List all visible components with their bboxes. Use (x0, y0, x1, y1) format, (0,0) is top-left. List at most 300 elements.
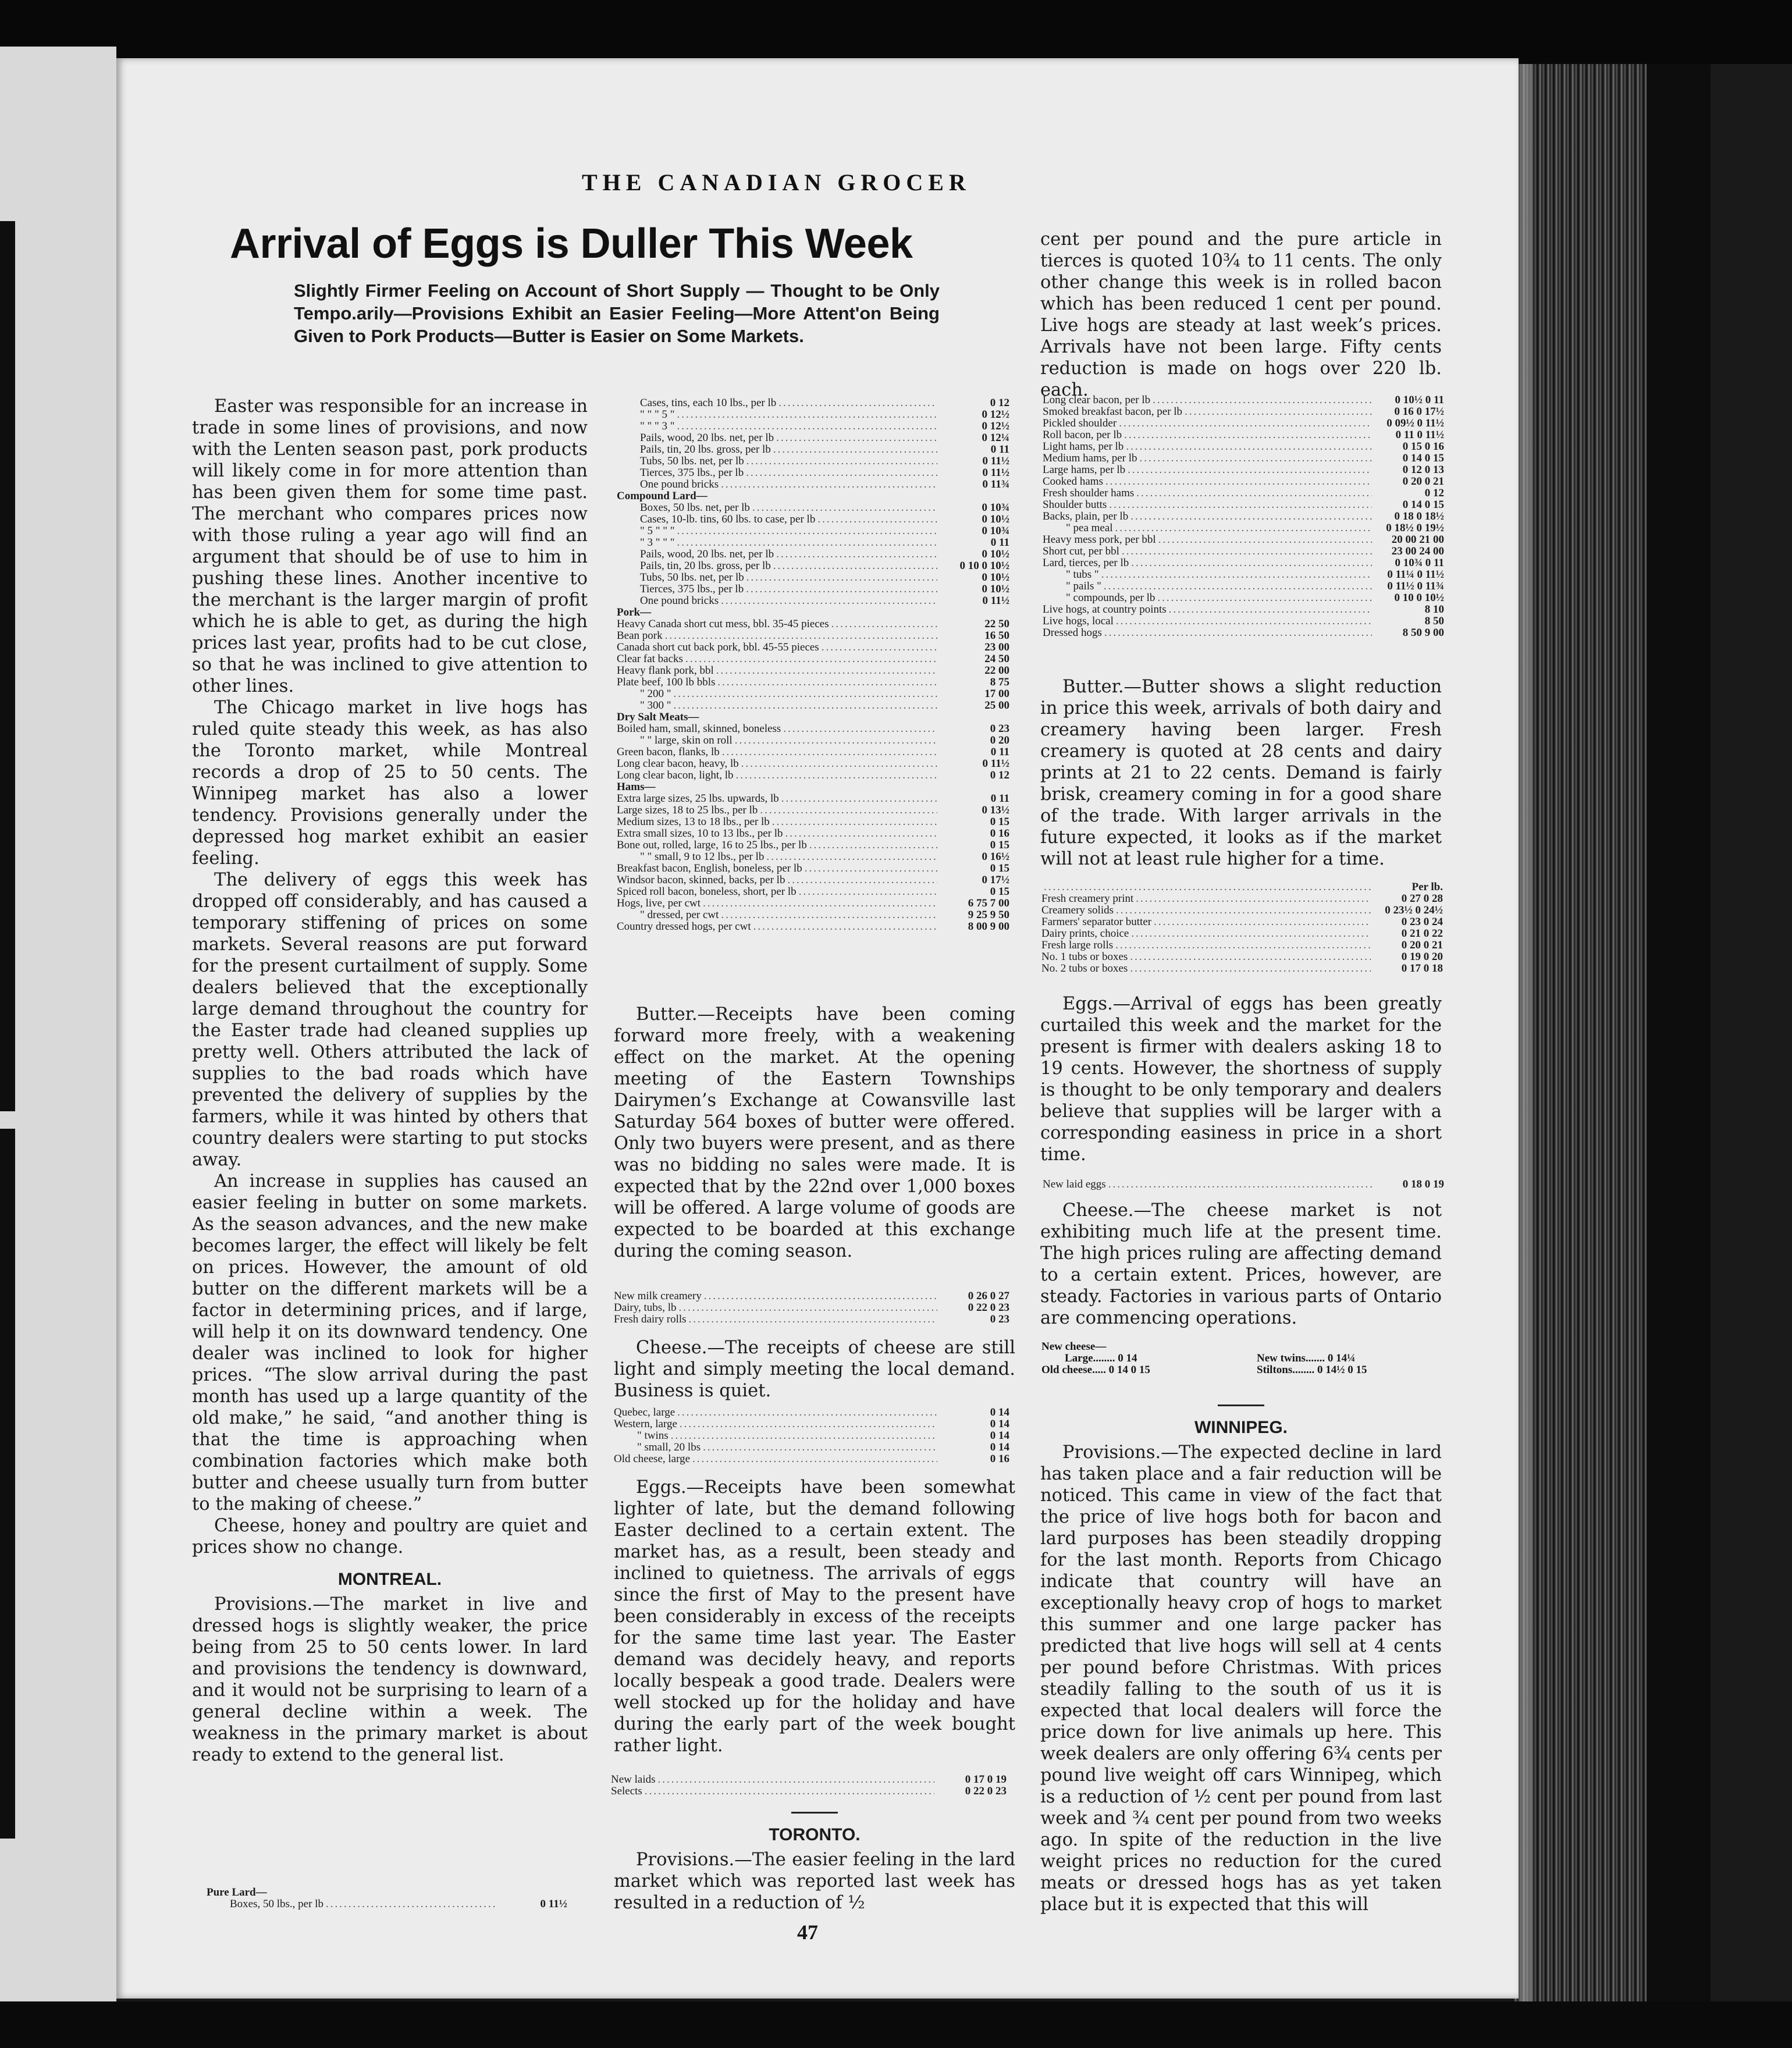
price-item-label: Long clear bacon, per lb (1043, 394, 1151, 406)
pure-lard-table (207, 1887, 567, 1910)
price-row (617, 444, 1009, 456)
price-value: 9 25 9 50 (968, 909, 1009, 921)
price-row (611, 1774, 1007, 1786)
price-item-label: Hams— (617, 781, 656, 793)
price-row (1043, 581, 1444, 592)
toronto-continued: cent per pound and the pure article in tierces is quoted 10¾ to 11 cents. The only other change this week is in rolled bacon which has been reduced 1 cent per pound. Live hogs are steady at last week’s prices. Arrivals have not been large. Fifty cents reduction is made on hogs over 220 lb. each. (1040, 229, 1442, 400)
dot-leader (658, 1774, 934, 1786)
dot-leader (677, 421, 937, 432)
cheese-old-row: Old cheese..... 0 14 0 15 (1041, 1364, 1150, 1376)
butter-montreal-table (614, 1290, 1009, 1325)
price-value: 16 50 (984, 630, 1009, 642)
dot-leader (1140, 453, 1372, 464)
price-value: 0 14 (990, 1406, 1009, 1418)
section-divider (1218, 1405, 1264, 1406)
price-row (617, 746, 1009, 758)
price-item-label: Tubs, 50 lbs. net, per lb (640, 571, 744, 584)
price-item-label: Dairy, tubs, lb (614, 1302, 677, 1314)
price-item-label: " tubs " (1066, 568, 1099, 581)
price-item-label: " 5 " " " (640, 525, 675, 537)
price-item-label: Heavy Canada short cut mess, bbl. 35-45 pieces (617, 618, 829, 630)
dot-leader (1153, 394, 1372, 406)
price-item-label: " compounds, per lb (1066, 592, 1155, 604)
price-item-label: Country dressed hogs, per cwt (617, 920, 751, 933)
price-item-label: Bean pork (617, 630, 663, 642)
price-item-label: Compound Lard— (617, 490, 707, 502)
price-row (1043, 569, 1444, 581)
price-row (1043, 522, 1444, 534)
price-item-label: Creamery solids (1041, 904, 1114, 916)
price-row (1043, 488, 1444, 499)
price-item-label: Long clear bacon, light, lb (617, 769, 734, 781)
price-item-label: " dressed, per cwt (640, 909, 719, 921)
dot-leader (692, 1453, 937, 1465)
price-item-label: Pickled shoulder (1043, 417, 1117, 429)
price-value: 0 12 (990, 769, 1009, 781)
facing-page-border (0, 1129, 15, 1839)
price-item-label: Fresh large rolls (1041, 939, 1114, 951)
price-value: 0 16½ (982, 851, 1009, 863)
dot-leader (746, 467, 937, 479)
butter-toronto-table (1041, 881, 1443, 975)
cheese-montreal (614, 1337, 1015, 1402)
eggs-toronto-table (1043, 1179, 1444, 1190)
price-value: 0 20 0 21 (1402, 475, 1444, 488)
page-number: 47 (797, 1921, 818, 1944)
price-value: 0 27 0 28 (1401, 893, 1443, 905)
price-value: 0 17½ (982, 874, 1009, 886)
body-paragraph: The delivery of eggs this week has dropped off considerably, and has caused a temporary stiffening of prices on some markets. Several reasons are put forward for the present curtailment of supply. Some dealers believed that the exceptionally large demand throughout the country for the Easter trade had cleaned supplies up pretty well. Others attributed the lack of supplies to the bad roads which have prevented the delivery of supplies by the farmers, while it was hinted by others that country dealers were starting to put stocks away. (192, 870, 588, 1170)
toronto-paragraph: Provisions.—The easier feeling in the lard market which was reported last week has resulted in a reduction of ½ (614, 1850, 1015, 1913)
price-row (617, 467, 1009, 479)
price-value: 23 00 24 00 (1391, 545, 1444, 557)
facing-page-border (0, 221, 15, 1111)
price-value: 25 00 (984, 699, 1009, 712)
price-item-label: " " large, skin on roll (640, 734, 733, 746)
dot-leader (685, 653, 937, 665)
price-row (617, 642, 1009, 653)
price-item-label: Western, large (614, 1418, 677, 1430)
price-value: 0 26 0 27 (968, 1290, 1009, 1302)
price-row (617, 863, 1009, 874)
price-item-label: Fresh creamery print (1041, 893, 1134, 905)
price-item-label: No. 1 tubs or boxes (1041, 951, 1128, 963)
price-row (617, 595, 1009, 607)
price-item-label: Windsor bacon, skinned, backs, per lb (617, 874, 785, 886)
price-item-label: New milk creamery (614, 1290, 702, 1302)
price-row (617, 560, 1009, 572)
price-row (617, 618, 1009, 630)
price-item-label: No. 2 tubs or boxes (1041, 962, 1128, 975)
price-item-label: Large hams, per lb (1043, 464, 1126, 476)
dot-leader (645, 1786, 934, 1797)
cheese-new-label: New cheese— (1041, 1341, 1107, 1353)
price-value: 0 18½ 0 19½ (1386, 522, 1444, 534)
price-value: 0 11 (990, 536, 1009, 549)
scan-border-bottom (0, 2001, 1792, 2048)
price-item-label: Dry Salt Meats— (617, 711, 699, 723)
price-value: 0 09½ 0 11½ (1386, 417, 1444, 429)
price-row (614, 1418, 1009, 1430)
price-row (617, 607, 1009, 618)
price-item-label: Dairy prints, choice (1041, 927, 1129, 940)
dot-leader (1116, 905, 1371, 916)
price-row (617, 805, 1009, 816)
dot-leader (1122, 546, 1372, 557)
dot-leader (677, 537, 937, 549)
price-row (614, 1453, 1009, 1465)
price-value: 0 11 (990, 443, 1009, 456)
price-item-label: Pure Lard— (207, 1886, 267, 1898)
dot-leader (671, 1430, 937, 1442)
price-item-label: Spiced roll bacon, boneless, short, per lb (617, 886, 797, 898)
price-row (614, 1290, 1009, 1302)
dot-leader (326, 1898, 495, 1910)
price-value: 0 12 (1424, 487, 1444, 499)
section-head-montreal: MONTREAL. (337, 1570, 442, 1589)
price-item-label: One pound bricks (640, 478, 719, 490)
dot-leader (1158, 534, 1372, 546)
dot-leader (1130, 511, 1372, 522)
dot-leader (746, 456, 937, 467)
price-item-label: One pound bricks (640, 595, 719, 607)
dot-leader (1136, 893, 1371, 905)
cheese-stiltons-row: Stiltons........ 0 14½ 0 15 (1257, 1364, 1367, 1376)
price-row (617, 409, 1009, 421)
price-value: 0 10½ 0 11 (1395, 394, 1444, 406)
dot-leader (1115, 940, 1371, 951)
price-row (1043, 418, 1444, 429)
price-value: 24 50 (984, 653, 1009, 665)
price-value: 0 12 (990, 397, 1009, 409)
price-item-label: Pails, tin, 20 lbs. gross, per lb (640, 560, 771, 572)
price-row (614, 1442, 1009, 1453)
price-value: 0 23 (990, 1313, 1009, 1325)
price-row (207, 1898, 567, 1910)
price-item-label: Live hogs, local (1043, 615, 1114, 627)
price-value: 0 11¾ (982, 478, 1009, 490)
price-row (614, 1407, 1009, 1418)
dot-leader (1131, 928, 1371, 940)
cheese-twins-row: New twins....... 0 14¼ (1257, 1352, 1356, 1364)
price-item-label: Medium hams, per lb (1043, 452, 1137, 464)
dot-leader (1169, 604, 1372, 616)
dot-leader (704, 1290, 937, 1302)
section-head-winnipeg: WINNIPEG. (1194, 1418, 1288, 1437)
price-value: 0 14 (990, 1418, 1009, 1430)
price-value: 0 16 (990, 1453, 1009, 1465)
price-item-label: Old cheese, large (614, 1453, 691, 1465)
eggs-montreal-table (611, 1774, 1007, 1797)
price-item-label: Breakfast bacon, English, boneless, per lb (617, 862, 802, 874)
dot-leader (787, 874, 937, 886)
body-paragraph: The Chicago market in live hogs has ruled quite steady this week, as has also the Toronto market, while Montreal records a drop of 25 to 50 cents. The Winnipeg market has also a lower tendency. Provisions generally under the depressed hog market exhibit an easier feeling. (192, 698, 588, 869)
dot-leader (773, 560, 937, 572)
facing-page-edge (0, 47, 116, 2013)
price-value: 0 10 0 10½ (1394, 592, 1444, 604)
column-1-body (192, 396, 588, 1558)
price-value: 0 12½ (982, 408, 1009, 421)
dot-leader (746, 584, 937, 595)
dot-leader (1136, 488, 1372, 499)
dot-leader (822, 642, 937, 653)
price-value: 0 10¾ (982, 525, 1009, 537)
price-item-label: Heavy mess pork, per bbl (1043, 534, 1156, 546)
price-value: 0 10 0 10½ (959, 560, 1009, 572)
price-value: 8 50 (1424, 615, 1444, 627)
price-row (1043, 534, 1444, 546)
price-value: 0 14 0 15 (1402, 452, 1444, 464)
dot-leader (785, 828, 937, 840)
price-item-label: New laids (611, 1773, 656, 1786)
price-value: 0 11½ (982, 595, 1009, 607)
price-value: 22 50 (984, 618, 1009, 630)
price-row (1043, 441, 1444, 453)
price-item-label: Backs, plain, per lb (1043, 510, 1129, 522)
price-value: 0 22 0 23 (968, 1302, 1009, 1314)
price-value: 8 10 (1424, 603, 1444, 616)
dot-leader (721, 479, 937, 490)
price-row (617, 700, 1009, 712)
book-page-edges (1513, 64, 1711, 2001)
dot-leader (1126, 441, 1372, 453)
price-item-label: Canada short cut back pork, bbl. 45-55 pieces (617, 641, 819, 653)
price-item-label: New laid eggs (1043, 1178, 1106, 1190)
dot-leader (1105, 476, 1372, 488)
price-row (617, 712, 1009, 723)
price-value: 0 15 (990, 816, 1009, 828)
dot-leader (722, 746, 937, 758)
price-row (1041, 881, 1443, 893)
price-item-label: " pails " (1066, 580, 1101, 592)
dot-leader (1044, 881, 1371, 893)
price-value: 8 00 9 00 (968, 920, 1009, 933)
column-2 (614, 1004, 1015, 1262)
section-divider (791, 1812, 838, 1814)
price-row (617, 397, 1009, 409)
price-row (617, 490, 1009, 502)
price-row (617, 874, 1009, 886)
dot-leader (752, 502, 937, 514)
price-value: 0 14 (990, 1441, 1009, 1453)
price-row (1043, 453, 1444, 464)
dot-leader (1104, 627, 1372, 639)
price-item-label: Extra small sizes, 10 to 13 lbs., per lb (617, 827, 783, 840)
price-row (1041, 893, 1443, 905)
article-headline: Arrival of Eggs is Duller This Week (230, 221, 913, 267)
dot-leader (680, 1418, 937, 1430)
price-value: 0 12 0 13 (1402, 464, 1444, 476)
dot-leader (1124, 429, 1372, 441)
price-row (1043, 616, 1444, 627)
butter-montreal-paragraph: Butter.—Receipts have been coming forward more freely, with a weakening effect on the market. At the opening meeting of the Eastern Townships Dairymen’s Exchange at Cowansville last Saturday 564 boxes of butter were offered. Only two buyers were present, and as there was no bidding no sales were made. It is expected that by the 22nd over 1,000 boxes will be offered. A large volume of goods are expected to be boarded at this exchange during the coming season. (614, 1004, 1015, 1261)
winnipeg-paragraph: Provisions.—The expected decline in lard has taken place and a fair reduction will be noticed. This came in view of the fact that the price of live hogs both for bacon and lard purposes has been steadily dropping for the last month. Reports from Chicago indicate that country will have an exceptionally heavy crop of hogs to market this summer and one large packer has predicted that live hogs will sell at 4 cents per pound before Christmas. With prices steadily falling to the south of us it is expected that local dealers will force the price down for live animals up here. This week dealers are only offering 6¾ cents per pound live weight off cars Winnipeg, which is a reduction of ½ cent per pound from last week and ¾ cent per pound from two weeks ago. In spite of the reduction in the live weight prices no reduction for the cured meats or dressed hogs has as yet taken place but it is expected that this will (1040, 1442, 1442, 1915)
price-value: 20 00 21 00 (1391, 534, 1444, 546)
price-item-label: Tubs, 50 lbs. net, per lb (640, 455, 744, 467)
dot-leader (1115, 522, 1372, 534)
price-value: 0 16 0 17½ (1394, 406, 1444, 418)
price-row (1041, 951, 1443, 963)
price-row (617, 770, 1009, 781)
dot-leader (809, 840, 937, 851)
price-item-label: Cases, tins, each 10 lbs., per lb (640, 397, 777, 409)
price-item-label: Farmers' separator butter (1041, 916, 1152, 928)
price-item-label: " 300 " (640, 699, 671, 712)
price-item-label: Cases, 10-lb. tins, 60 lbs. to case, per lb (640, 513, 816, 525)
running-header: THE CANADIAN GROCER (582, 169, 971, 195)
butter-toronto (1040, 676, 1442, 870)
price-row (1041, 940, 1443, 951)
price-item-label: Pork— (617, 606, 652, 618)
dot-leader (721, 595, 937, 607)
dot-leader (781, 793, 937, 805)
dot-leader (766, 851, 937, 863)
price-row (617, 537, 1009, 549)
price-item-label: Light hams, per lb (1043, 440, 1124, 453)
price-value: 0 10½ (982, 513, 1009, 525)
price-value: 17 00 (984, 688, 1009, 700)
dot-leader (772, 816, 937, 828)
price-value: 0 23 0 24 (1401, 916, 1443, 928)
price-row (617, 677, 1009, 688)
dot-leader (1157, 592, 1372, 604)
dot-leader (677, 409, 937, 421)
dot-leader (746, 572, 937, 584)
price-item-label: Medium sizes, 13 to 18 lbs., per lb (617, 816, 770, 828)
price-item-label: Fresh shoulder hams (1043, 487, 1135, 499)
price-item-label: Fresh dairy rolls (614, 1313, 687, 1325)
dot-leader (703, 1442, 937, 1453)
price-item-label: " small, 20 lbs (637, 1441, 701, 1453)
price-row (617, 898, 1009, 909)
price-item-label: Pails, wood, 20 lbs. net, per lb (640, 548, 774, 560)
dot-leader (1130, 951, 1371, 963)
montreal-paragraph: Provisions.—The market in live and dressed hogs is slightly weaker, the price being from 25 to 50 cents lower. In lard and provisions the tendency is downward, and it would not be surprising to learn of a general decline within a week. The weakness in the primary market is about ready to extend to the general list. (192, 1594, 588, 1765)
section-head-toronto: TORONTO. (769, 1825, 861, 1844)
price-value: 0 21 0 22 (1401, 927, 1443, 940)
dot-leader (783, 723, 937, 735)
price-value: 0 14 (990, 1430, 1009, 1442)
dot-leader (753, 921, 937, 933)
price-row (1041, 905, 1443, 916)
body-paragraph: Cheese, honey and poultry are quiet and prices show no change. (192, 1516, 588, 1558)
winnipeg-section (1040, 1396, 1442, 1915)
price-item-label: Pails, wood, 20 lbs. net, per lb (640, 432, 774, 444)
dot-leader (1108, 1179, 1372, 1190)
scan-border-top (0, 0, 1792, 64)
price-row (617, 688, 1009, 700)
price-row (617, 572, 1009, 584)
price-value: 22 00 (984, 664, 1009, 677)
price-value: 0 16 (990, 827, 1009, 840)
price-item-label: Dressed hogs (1043, 627, 1102, 639)
price-row (1043, 429, 1444, 441)
price-row (617, 816, 1009, 828)
dot-leader (674, 700, 937, 712)
price-value: 0 11½ 0 11¾ (1387, 580, 1444, 592)
price-value: 0 13½ (982, 804, 1009, 816)
cheese-montreal-table (614, 1407, 1009, 1465)
price-row (1043, 406, 1444, 418)
price-row (1043, 592, 1444, 604)
dot-leader (703, 898, 937, 909)
price-value: 6 75 7 00 (968, 897, 1009, 909)
dot-leader (1128, 464, 1372, 476)
price-item-label: " " " 3 " (640, 420, 675, 432)
price-row (617, 421, 1009, 432)
price-row (617, 665, 1009, 677)
price-row (614, 1430, 1009, 1442)
price-row (611, 1786, 1007, 1797)
price-item-label: Boxes, 50 lbs. net, per lb (640, 502, 750, 514)
price-row (614, 1314, 1009, 1325)
price-row (617, 909, 1009, 921)
price-row (1043, 557, 1444, 569)
price-row (617, 793, 1009, 805)
price-row (617, 886, 1009, 898)
price-item-label: " 200 " (640, 688, 671, 700)
price-item-label: Lard, tierces, per lb (1043, 557, 1129, 569)
price-row (617, 921, 1009, 933)
price-value: 8 75 (990, 676, 1009, 688)
price-item-label: Hogs, live, per cwt (617, 897, 701, 909)
price-item-label: Large sizes, 18 to 25 lbs., per lb (617, 804, 758, 816)
dot-leader (736, 770, 938, 781)
price-value: 0 22 0 23 (965, 1785, 1007, 1797)
eggs-montreal-paragraph: Eggs.—Receipts have been somewhat lighter of late, but the demand following Easter declined to a certain extent. The market has, as a result, been steady and inclined to quietness. The arrivals of eggs since the first of May to the present have been considerably in excess of the receipts for the same time last year. The Easter demand was decidely heavy, and reports locally bespeak a good trade. Dealers were well stocked up for the holiday and have during the early part of the week bought rather light. (614, 1477, 1015, 1756)
dot-leader (1119, 418, 1372, 429)
price-row (207, 1887, 567, 1898)
price-row (617, 479, 1009, 490)
price-item-label: " " " 5 " (640, 408, 675, 421)
dot-leader (1109, 499, 1372, 511)
eggs-toronto-paragraph: Eggs.—Arrival of eggs has been greatly curtailed this week and the market for the present is firmer with dealers asking 18 to 19 cents. However, the shortness of supply is thought to be only temporary and dealers believe that supplies will be larger with a corresponding easiness in price in a short time. (1040, 994, 1442, 1165)
price-value: 0 15 (990, 862, 1009, 874)
price-value: 0 11 (990, 746, 1009, 758)
price-item-label: Plate beef, 100 lb bbls (617, 676, 716, 688)
dot-leader (677, 525, 937, 537)
price-row (1043, 627, 1444, 639)
price-value: 0 18 0 19 (1402, 1178, 1444, 1190)
dot-leader (776, 549, 937, 560)
price-row (617, 525, 1009, 537)
cheese-toronto-paragraph: Cheese.—The cheese market is not exhibiting much life at the present time. The high prices ruling are affecting demand to a certain extent. Prices, however, are steady. Factories in various parts of Ontario are commencing operations. (1040, 1200, 1442, 1328)
price-item-label: Bone out, rolled, large, 16 to 25 lbs., per lb (617, 839, 807, 851)
price-item-label: " pea meal (1066, 522, 1113, 534)
dot-leader (805, 863, 937, 874)
price-value: 0 11½ (982, 467, 1009, 479)
price-value: 0 11¼ 0 11½ (1387, 568, 1444, 581)
dot-leader (677, 1407, 937, 1418)
price-value: Per lb. (1411, 881, 1443, 893)
toronto-section (614, 1804, 1015, 1914)
price-item-label: Roll bacon, per lb (1043, 429, 1122, 441)
price-value: 0 10¾ (982, 502, 1009, 514)
price-value: 0 11½ (982, 455, 1009, 467)
price-item-label: " twins (637, 1430, 669, 1442)
price-row (617, 549, 1009, 560)
price-item-label: Cooked hams (1043, 475, 1103, 488)
toronto-price-table (1043, 394, 1444, 639)
price-value: 0 10½ (982, 583, 1009, 595)
price-value: 0 17 0 18 (1401, 962, 1443, 975)
dot-leader (674, 688, 937, 700)
price-item-label: Shoulder butts (1043, 499, 1107, 511)
price-item-label: Short cut, per bbl (1043, 545, 1119, 557)
price-item-label: Pails, tin, 20 lbs. gross, per lb (640, 443, 771, 456)
price-item-label: Green bacon, flanks, lb (617, 746, 720, 758)
price-item-label: Long clear bacon, heavy, lb (617, 758, 739, 770)
